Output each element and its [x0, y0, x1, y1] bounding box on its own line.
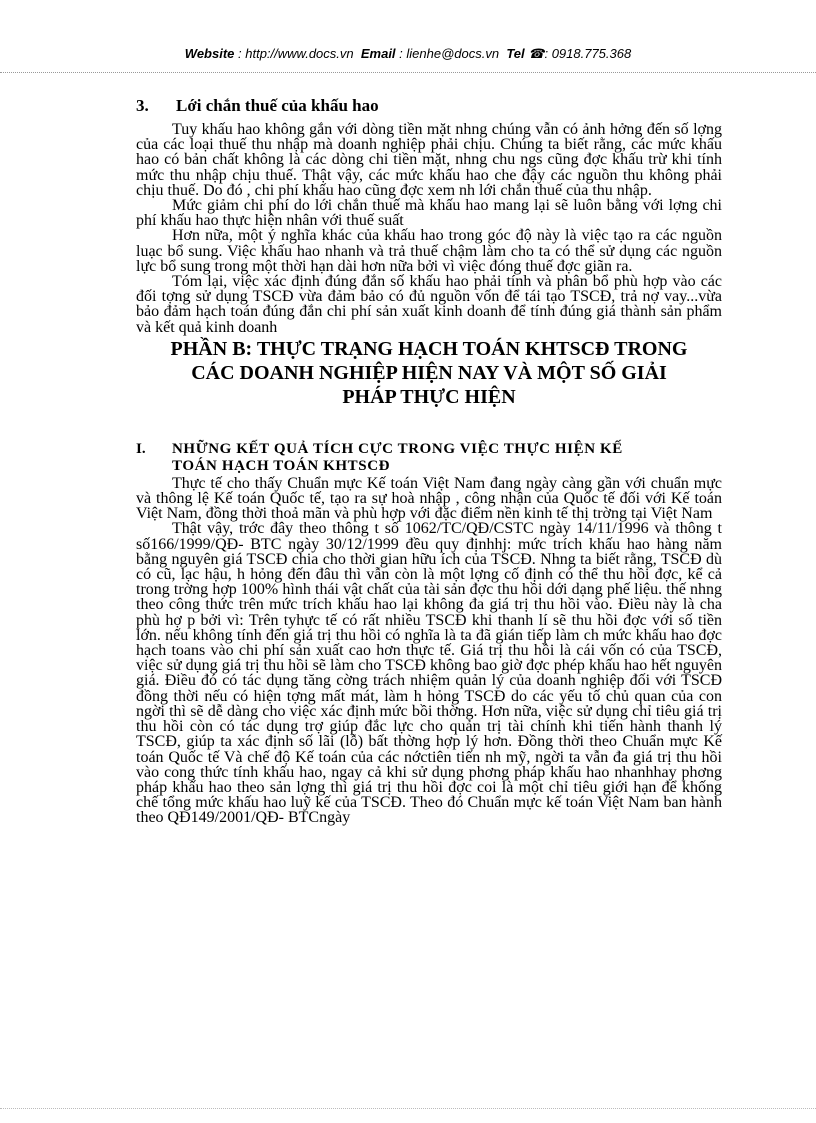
header-divider — [0, 72, 816, 73]
phone-icon: ☎ — [528, 46, 545, 61]
section-number: I. — [136, 440, 146, 457]
email-value: : lienhe@docs.vn — [399, 46, 500, 61]
tel-value: : 0918.775.368 — [544, 46, 632, 61]
section-title — [172, 441, 722, 475]
section-3-heading — [136, 96, 722, 116]
part-title-line: PHÁP THỰC HIỆN — [342, 385, 516, 408]
footer-divider — [0, 1108, 816, 1109]
tel-label: Tel — [506, 46, 525, 61]
part-b-title — [136, 337, 722, 409]
website-value: : http://www.docs.vn — [238, 46, 354, 61]
paragraph: Thật vậy, trớc đây theo thông t số 1062/TC/QĐ/CSTC ngày 14/11/1996 và thông t số166/1999/QĐ- BTC ngày 30/12/1999 đều quy địnhhj: mức trích khấu hao hàng năm bằng nguyên giá TSCĐ chia cho thời gian hữu ích của TSCĐ. Nhng ta biết rằng, TSCĐ dù có cũ, lạc hậu, h hỏng đến đâu thì vẫn còn là một lợng cố định có thể thu hồi đợc, kể cả trong trờng hợp 100% hình thái vật chất của tài sản đợc thu hồi dới dạng phế liệu. thế nhng theo công thức trên mức trích khấu hao lại không đa giá trị thu hồi vào. Điều này là cha phù hợ p bởi vì: Trên tyhực tế có rất nhiều TSCĐ khi thanh lí sẽ thu hồi đợc với số tiền lớn. nếu không tính đến giá trị thu hồi có nghĩa là ta đã gián tiếp làm ch mức khấu hao đợc hạch toans vào chi phí sản xuất cao hơn thực tế. Giá trị thu hồi là cái vốn có của TSCĐ, việc sử dụng giá trị thu hồi sẽ làm cho TSCĐ không bao giờ đợc phép khấu hao hết nguyên giá. Điều đó có tác dụng tăng cờng trách nhiệm quản lý của doanh nghiệp đối với TSCĐ đồng thời nếu có hiện tợng mất mát, làm h hỏng TSCĐ do các yếu tố chủ quan của con ngời thì sẽ dễ dàng cho việc xác định mức bồi thờng. Hơn nữa, việc sử dụng chỉ tiêu giá trị thu hồi còn có tác dụng trợ giúp đắc lực cho quản trị tài chính khi tiến hành thanh lý TSCĐ, giúp ta xác định số lãi (lỗ) bất thờng hợp lý hơn. Đồng thời theo Chuẩn mực Kế toán Quốc tế Và chế độ Kế toán của các nớctiên tiến nh mỹ, ngời ta vẫn đa giá trị thu hồi vào cong thức tính khấu hao, ngay cả khi sử dụng phơng pháp khấu hao nhanhhay phơng pháp khấu hao theo sản lợng thì giá trị thu hồi đợc coi là một chỉ tiêu giới hạn để khống chế tổng mức khấu hao luỹ kế của TSCĐ. Theo đó Chuẩn mực kế toán Việt Nam ban hành theo QĐ149/2001/QĐ- BTCngày — [136, 520, 722, 827]
document-body — [136, 92, 722, 826]
section-number: 3. — [136, 96, 149, 115]
paragraph: Tóm lại, việc xác định đúng đắn số khấu hao phải tính và phân bổ phù hợp vào các đối tợng sử dụng TSCĐ vừa đảm bảo có đủ nguồn vốn để tái tạo TSCĐ, trả nợ vay...vừa bảo đảm hạch toán đúng đắn chi phí sản xuất kinh doanh để tính đúng giá thành sản phẩm và kết quả kinh doanh — [136, 273, 722, 336]
paragraph: Thực tế cho thấy Chuẩn mực Kế toán Việt Nam đang ngày càng gần với chuẩn mực và thông lệ Kế toán Quốc tế, tạo ra sự hoà nhập , công nhận của Quốc tế đối với Kế toán Việt Nam, đồng thời thoả mãn và phù hợp với đặc điểm nền kinh tế thị trờng tại Việt Nam — [136, 474, 722, 523]
part-title-line: CÁC DOANH NGHIỆP HIỆN NAY VÀ MỘT SỐ GIẢI — [191, 361, 667, 384]
section-title-line: TOÁN HẠCH TOÁN KHTSCĐ — [172, 457, 391, 474]
website-label: Website — [184, 46, 235, 61]
page-header — [0, 46, 816, 62]
section-title-line: NHỮNG KẾT QUẢ TÍCH CỰC TRONG VIỆC THỰC HIỆN KẾ — [172, 440, 623, 457]
email-label: Email — [360, 46, 396, 61]
part-title-line: PHẦN B: THỰC TRẠNG HẠCH TOÁN KHTSCĐ TRONG — [170, 337, 688, 360]
section-i-heading — [136, 441, 722, 475]
section-title: Lới chắn thuế của khấu hao — [176, 96, 379, 115]
paragraph: Tuy khấu hao không gắn với dòng tiền mặt nhng chúng vẫn có ảnh hởng đến số lợng của các loại thuế thu nhập mà doanh nghiệp phải chịu. Chúng ta biết rằng, các mức khấu hao có bản chất không là các dòng chi tiền mặt, nhng chu ngs cũng đợc khấu trừ khi tính mức thu nhập chịu thuế. Thật vậy, các mức khấu hao che đậy các nguồn thu không phải chịu thuế. Do đó , chi phí khấu hao cũng đợc xem nh lới chắn thuế của thu nhập. — [136, 121, 722, 199]
paragraph: Hơn nữa, một ý nghĩa khác của khấu hao trong góc độ này là việc tạo ra các nguồn luạc bổ sung. Việc khấu hao nhanh và trả thuế chậm làm cho ta có thể sử dụng các nguồn lực bổ sung trong một thời hạn dài hơn nữa bởi vì việc đóng thuế đợc giãn ra. — [136, 227, 722, 275]
paragraph: Mức giảm chi phí do lới chắn thuế mà khấu hao mang lại sẽ luôn bằng với lợng chi phí khấu hao thực hiện nhân với thuế suất — [136, 197, 722, 230]
